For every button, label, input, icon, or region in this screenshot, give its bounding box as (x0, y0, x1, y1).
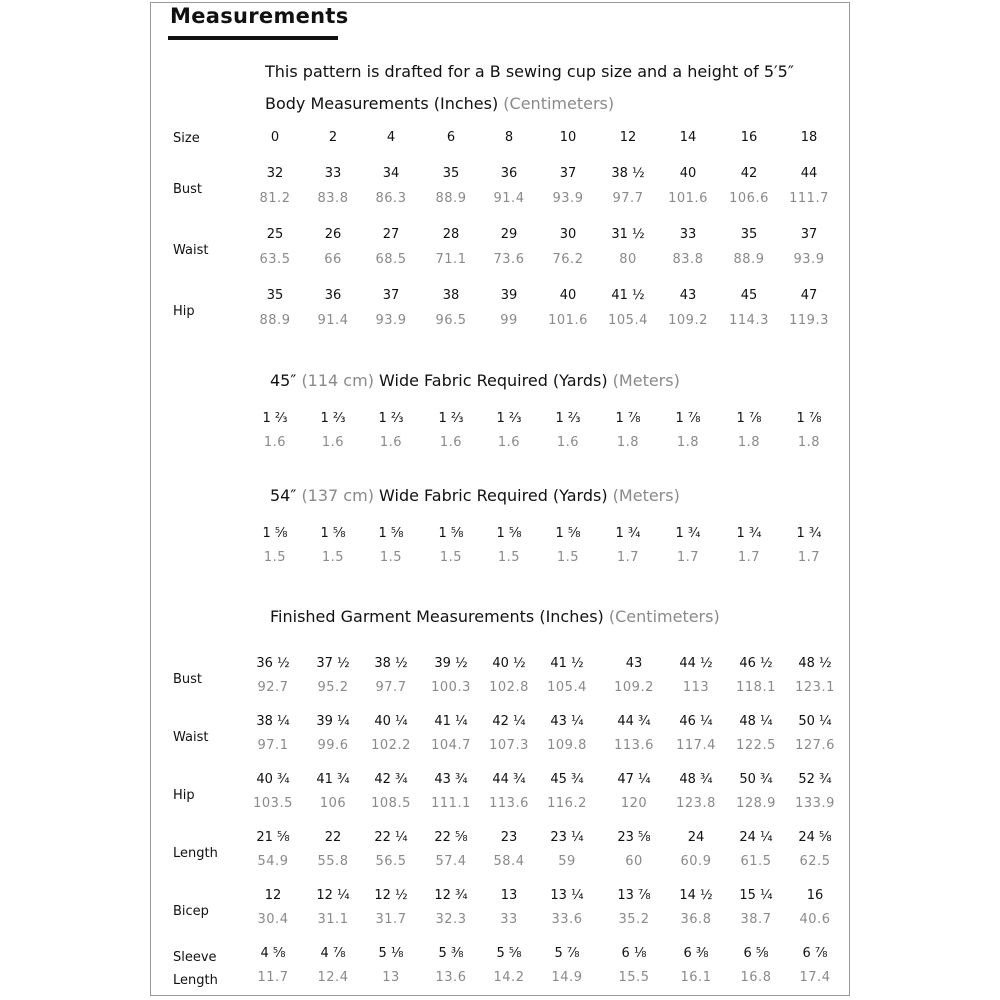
body-cm-cell: 119.3 (789, 313, 829, 328)
finished-inch-cell: 46 ½ (739, 656, 773, 671)
body-inch-cell: 36 (324, 288, 342, 303)
finished-cm-cell: 12.4 (317, 970, 349, 985)
fabric54-yards-cell: 1 ⅝ (496, 526, 522, 541)
fabric54-yards-cell: 1 ¾ (796, 526, 822, 541)
fabric45-yards-cell: 1 ⅔ (320, 411, 346, 426)
fabric54-yards-cell: 1 ⅝ (320, 526, 346, 541)
body-inch-cell: 26 (324, 227, 342, 242)
finished-inch-cell: 12 (264, 888, 282, 903)
body-inch-cell: 30 (559, 227, 577, 242)
fabric54-meters-cell: 1.5 (379, 550, 403, 565)
finished-inch-cell: 52 ¾ (798, 772, 832, 787)
finished-cm-cell: 106 (319, 796, 347, 811)
fabric45-meters-cell: 1.6 (321, 435, 345, 450)
body-heading-main: Body Measurements (Inches) (265, 94, 499, 113)
fabric45-meters-cell: 1.6 (556, 435, 580, 450)
finished-cm-cell: 104.7 (431, 738, 471, 753)
body-inch-cell: 37 (382, 288, 400, 303)
fabric45-meters-cell: 1.8 (616, 435, 640, 450)
finished-inch-cell: 41 ¼ (434, 714, 468, 729)
finished-inch-cell: 12 ¾ (434, 888, 468, 903)
finished-inch-cell: 41 ¾ (316, 772, 350, 787)
finished-cm-cell: 17.4 (799, 970, 831, 985)
finished-inch-cell: 5 ⅛ (378, 946, 404, 961)
finished-inch-cell: 42 ¾ (374, 772, 408, 787)
body-cm-cell: 63.5 (259, 252, 291, 267)
finished-row-label: Sleeve (173, 950, 217, 965)
body-inch-cell: 43 (679, 288, 697, 303)
finished-cm-cell: 15.5 (618, 970, 650, 985)
fabric54-meters-cell: 1.7 (676, 550, 700, 565)
finished-cm-cell: 127.6 (795, 738, 835, 753)
fabric54-meters-cell: 1.7 (797, 550, 821, 565)
fabric54-yards-cell: 1 ⅝ (378, 526, 404, 541)
finished-cm-cell: 122.5 (736, 738, 776, 753)
fabric45-meters-cell: 1.6 (497, 435, 521, 450)
body-cm-cell: 68.5 (375, 252, 407, 267)
finished-cm-cell: 103.5 (253, 796, 293, 811)
finished-cm-cell: 117.4 (676, 738, 716, 753)
fabric54-meters-cell: 1.5 (497, 550, 521, 565)
finished-cm-cell: 123.8 (676, 796, 716, 811)
finished-cm-cell: 54.9 (257, 854, 289, 869)
fabric54-meters-cell: 1.5 (321, 550, 345, 565)
finished-cm-cell: 57.4 (435, 854, 467, 869)
finished-inch-cell: 4 ⅞ (320, 946, 346, 961)
finished-inch-cell: 13 ¼ (550, 888, 584, 903)
finished-inch-cell: 23 (500, 830, 518, 845)
size-header-cell: 2 (328, 130, 338, 145)
fabric54-yards-cell: 1 ⅝ (438, 526, 464, 541)
finished-inch-cell: 44 ¾ (617, 714, 651, 729)
finished-inch-cell: 41 ½ (550, 656, 584, 671)
fabric54-yards-cell: 1 ⅝ (555, 526, 581, 541)
finished-inch-cell: 48 ¼ (739, 714, 773, 729)
finished-inch-cell: 6 ⅞ (802, 946, 828, 961)
body-cm-cell: 88.9 (259, 313, 291, 328)
body-measurements-heading (265, 94, 614, 113)
body-cm-cell: 83.8 (317, 191, 349, 206)
finished-cm-cell: 33 (500, 912, 518, 927)
body-inch-cell: 37 (559, 166, 577, 181)
fabric54-meters-cell: 1.5 (556, 550, 580, 565)
fabric54-meters-cell: 1.5 (439, 550, 463, 565)
finished-cm-cell: 55.8 (317, 854, 349, 869)
fabric45-heading (270, 371, 680, 390)
finished-cm-cell: 32.3 (435, 912, 467, 927)
fabric45-meters-cell: 1.8 (676, 435, 700, 450)
fabric45-meters-cell: 1.6 (439, 435, 463, 450)
intro-text: This pattern is drafted for a B sewing cup size and a height of 5′5″ (265, 62, 794, 81)
size-header-cell: 16 (740, 130, 758, 145)
body-cm-cell: 101.6 (668, 191, 708, 206)
body-cm-cell: 88.9 (733, 252, 765, 267)
fabric45-width-in: 45″ (270, 371, 297, 390)
body-cm-cell: 93.9 (375, 313, 407, 328)
finished-cm-cell: 95.2 (317, 680, 349, 695)
finished-inch-cell: 43 ¼ (550, 714, 584, 729)
body-cm-cell: 93.9 (552, 191, 584, 206)
fabric45-yards-cell: 1 ⅔ (378, 411, 404, 426)
finished-cm-cell: 123.1 (795, 680, 835, 695)
finished-cm-cell: 30.4 (257, 912, 289, 927)
title-underline (168, 36, 338, 40)
body-inch-cell: 38 ½ (611, 166, 645, 181)
finished-cm-cell: 40.6 (799, 912, 831, 927)
fabric45-heading-main: Wide Fabric Required (Yards) (379, 371, 608, 390)
fabric45-yards-cell: 1 ⅞ (675, 411, 701, 426)
finished-inch-cell: 40 ¼ (374, 714, 408, 729)
fabric45-meters-cell: 1.6 (263, 435, 287, 450)
finished-inch-cell: 22 (324, 830, 342, 845)
fabric45-heading-alt: (Meters) (612, 371, 680, 390)
finished-inch-cell: 16 (806, 888, 824, 903)
body-inch-cell: 42 (740, 166, 758, 181)
finished-row-label: Length (173, 846, 218, 861)
body-inch-cell: 29 (500, 227, 518, 242)
finished-inch-cell: 42 ¼ (492, 714, 526, 729)
finished-inch-cell: 46 ¼ (679, 714, 713, 729)
finished-heading-main: Finished Garment Measurements (Inches) (270, 607, 604, 626)
finished-cm-cell: 61.5 (740, 854, 772, 869)
finished-row-label: Waist (173, 730, 209, 745)
finished-heading (270, 607, 720, 626)
body-inch-cell: 44 (800, 166, 818, 181)
finished-cm-cell: 14.2 (493, 970, 525, 985)
finished-inch-cell: 24 (687, 830, 705, 845)
finished-cm-cell: 116.2 (547, 796, 587, 811)
finished-inch-cell: 40 ½ (492, 656, 526, 671)
finished-inch-cell: 36 ½ (256, 656, 290, 671)
finished-inch-cell: 44 ¾ (492, 772, 526, 787)
finished-cm-cell: 60.9 (680, 854, 712, 869)
finished-cm-cell: 59 (558, 854, 576, 869)
finished-inch-cell: 5 ⅝ (496, 946, 522, 961)
finished-cm-cell: 120 (620, 796, 648, 811)
body-cm-cell: 71.1 (435, 252, 467, 267)
finished-cm-cell: 58.4 (493, 854, 525, 869)
fabric54-yards-cell: 1 ¾ (736, 526, 762, 541)
finished-inch-cell: 47 ¼ (617, 772, 651, 787)
finished-inch-cell: 48 ¾ (679, 772, 713, 787)
finished-inch-cell: 15 ¼ (739, 888, 773, 903)
body-inch-cell: 39 (500, 288, 518, 303)
finished-cm-cell: 109.8 (547, 738, 587, 753)
body-inch-cell: 28 (442, 227, 460, 242)
finished-inch-cell: 48 ½ (798, 656, 832, 671)
finished-cm-cell: 128.9 (736, 796, 776, 811)
size-header-cell: 14 (679, 130, 697, 145)
finished-inch-cell: 22 ⅝ (434, 830, 468, 845)
fabric54-width-in: 54″ (270, 486, 297, 505)
body-inch-cell: 40 (559, 288, 577, 303)
body-inch-cell: 47 (800, 288, 818, 303)
body-cm-cell: 111.7 (789, 191, 829, 206)
fabric54-meters-cell: 1.5 (263, 550, 287, 565)
page-title: Measurements (170, 4, 349, 28)
body-inch-cell: 36 (500, 166, 518, 181)
finished-inch-cell: 44 ½ (679, 656, 713, 671)
body-inch-cell: 35 (266, 288, 284, 303)
finished-cm-cell: 31.7 (375, 912, 407, 927)
body-cm-cell: 101.6 (548, 313, 588, 328)
body-inch-cell: 25 (266, 227, 284, 242)
finished-cm-cell: 107.3 (489, 738, 529, 753)
finished-cm-cell: 108.5 (371, 796, 411, 811)
body-cm-cell: 76.2 (552, 252, 584, 267)
finished-inch-cell: 50 ¼ (798, 714, 832, 729)
finished-cm-cell: 102.2 (371, 738, 411, 753)
finished-inch-cell: 22 ¼ (374, 830, 408, 845)
finished-cm-cell: 92.7 (257, 680, 289, 695)
finished-cm-cell: 31.1 (317, 912, 349, 927)
body-cm-cell: 114.3 (729, 313, 769, 328)
body-inch-cell: 34 (382, 166, 400, 181)
finished-row-label: Hip (173, 788, 195, 803)
body-inch-cell: 40 (679, 166, 697, 181)
body-cm-cell: 96.5 (435, 313, 467, 328)
finished-cm-cell: 14.9 (551, 970, 583, 985)
fabric45-meters-cell: 1.8 (797, 435, 821, 450)
finished-inch-cell: 12 ½ (374, 888, 408, 903)
body-cm-cell: 105.4 (608, 313, 648, 328)
fabric45-meters-cell: 1.6 (379, 435, 403, 450)
body-row-label: Hip (173, 304, 195, 319)
finished-inch-cell: 38 ½ (374, 656, 408, 671)
finished-row-label: Bust (173, 672, 203, 687)
body-inch-cell: 41 ½ (611, 288, 645, 303)
body-heading-alt: (Centimeters) (503, 94, 615, 113)
finished-cm-cell: 113 (682, 680, 710, 695)
body-row-label: Bust (173, 182, 203, 197)
finished-cm-cell: 97.7 (375, 680, 407, 695)
finished-cm-cell: 113.6 (614, 738, 654, 753)
body-inch-cell: 35 (442, 166, 460, 181)
finished-inch-cell: 23 ⅝ (617, 830, 651, 845)
body-cm-cell: 66 (324, 252, 342, 267)
fabric45-yards-cell: 1 ⅔ (555, 411, 581, 426)
finished-cm-cell: 56.5 (375, 854, 407, 869)
finished-cm-cell: 35.2 (618, 912, 650, 927)
fabric54-heading-main: Wide Fabric Required (Yards) (379, 486, 608, 505)
finished-cm-cell: 16.8 (740, 970, 772, 985)
size-header-cell: 18 (800, 130, 818, 145)
fabric45-width-cm: (114 cm) (301, 371, 374, 390)
finished-inch-cell: 6 ⅝ (743, 946, 769, 961)
body-inch-cell: 31 ½ (611, 227, 645, 242)
finished-row-label: Length (173, 973, 218, 988)
body-cm-cell: 99 (500, 313, 518, 328)
finished-cm-cell: 97.1 (257, 738, 289, 753)
finished-inch-cell: 38 ¼ (256, 714, 290, 729)
size-label: Size (173, 131, 200, 146)
fabric54-yards-cell: 1 ⅝ (262, 526, 288, 541)
fabric45-yards-cell: 1 ⅔ (438, 411, 464, 426)
finished-inch-cell: 45 ¾ (550, 772, 584, 787)
size-header-cell: 12 (619, 130, 637, 145)
body-row-label: Waist (173, 243, 209, 258)
finished-inch-cell: 43 ¾ (434, 772, 468, 787)
body-inch-cell: 32 (266, 166, 284, 181)
finished-cm-cell: 111.1 (431, 796, 471, 811)
body-inch-cell: 27 (382, 227, 400, 242)
body-cm-cell: 91.4 (493, 191, 525, 206)
finished-cm-cell: 33.6 (551, 912, 583, 927)
body-inch-cell: 37 (800, 227, 818, 242)
body-cm-cell: 73.6 (493, 252, 525, 267)
size-header-cell: 10 (559, 130, 577, 145)
finished-inch-cell: 5 ⅜ (438, 946, 464, 961)
body-cm-cell: 80 (619, 252, 637, 267)
finished-inch-cell: 6 ⅛ (621, 946, 647, 961)
body-cm-cell: 86.3 (375, 191, 407, 206)
finished-cm-cell: 11.7 (257, 970, 289, 985)
finished-inch-cell: 24 ¼ (739, 830, 773, 845)
body-inch-cell: 33 (324, 166, 342, 181)
finished-cm-cell: 38.7 (740, 912, 772, 927)
body-inch-cell: 38 (442, 288, 460, 303)
body-inch-cell: 35 (740, 227, 758, 242)
finished-cm-cell: 13.6 (435, 970, 467, 985)
finished-inch-cell: 5 ⅞ (554, 946, 580, 961)
body-cm-cell: 106.6 (729, 191, 769, 206)
finished-row-label: Bicep (173, 904, 209, 919)
fabric45-yards-cell: 1 ⅞ (615, 411, 641, 426)
body-inch-cell: 33 (679, 227, 697, 242)
finished-cm-cell: 13 (382, 970, 400, 985)
finished-inch-cell: 13 ⅞ (617, 888, 651, 903)
body-cm-cell: 109.2 (668, 313, 708, 328)
body-cm-cell: 97.7 (612, 191, 644, 206)
finished-inch-cell: 40 ¾ (256, 772, 290, 787)
finished-inch-cell: 39 ½ (434, 656, 468, 671)
finished-cm-cell: 60 (625, 854, 643, 869)
size-header-cell: 8 (504, 130, 514, 145)
body-cm-cell: 88.9 (435, 191, 467, 206)
fabric54-width-cm: (137 cm) (301, 486, 374, 505)
finished-cm-cell: 99.6 (317, 738, 349, 753)
fabric45-yards-cell: 1 ⅞ (736, 411, 762, 426)
finished-cm-cell: 16.1 (680, 970, 712, 985)
size-header-cell: 6 (446, 130, 456, 145)
finished-inch-cell: 24 ⅝ (798, 830, 832, 845)
finished-cm-cell: 118.1 (736, 680, 776, 695)
body-cm-cell: 83.8 (672, 252, 704, 267)
fabric54-heading (270, 486, 680, 505)
finished-inch-cell: 14 ½ (679, 888, 713, 903)
body-inch-cell: 45 (740, 288, 758, 303)
finished-inch-cell: 12 ¼ (316, 888, 350, 903)
finished-cm-cell: 109.2 (614, 680, 654, 695)
fabric45-meters-cell: 1.8 (737, 435, 761, 450)
finished-inch-cell: 23 ¼ (550, 830, 584, 845)
finished-cm-cell: 100.3 (431, 680, 471, 695)
body-cm-cell: 91.4 (317, 313, 349, 328)
finished-cm-cell: 113.6 (489, 796, 529, 811)
finished-cm-cell: 36.8 (680, 912, 712, 927)
finished-cm-cell: 62.5 (799, 854, 831, 869)
finished-inch-cell: 6 ⅜ (683, 946, 709, 961)
fabric54-yards-cell: 1 ¾ (675, 526, 701, 541)
body-cm-cell: 81.2 (259, 191, 291, 206)
finished-cm-cell: 133.9 (795, 796, 835, 811)
finished-inch-cell: 50 ¾ (739, 772, 773, 787)
body-cm-cell: 93.9 (793, 252, 825, 267)
finished-cm-cell: 102.8 (489, 680, 529, 695)
size-header-cell: 4 (386, 130, 396, 145)
fabric45-yards-cell: 1 ⅔ (262, 411, 288, 426)
finished-inch-cell: 13 (500, 888, 518, 903)
fabric54-meters-cell: 1.7 (616, 550, 640, 565)
finished-inch-cell: 39 ¼ (316, 714, 350, 729)
fabric45-yards-cell: 1 ⅔ (496, 411, 522, 426)
finished-inch-cell: 43 (625, 656, 643, 671)
finished-cm-cell: 105.4 (547, 680, 587, 695)
size-header-cell: 0 (270, 130, 280, 145)
fabric54-meters-cell: 1.7 (737, 550, 761, 565)
finished-inch-cell: 4 ⅝ (260, 946, 286, 961)
finished-inch-cell: 21 ⅝ (256, 830, 290, 845)
fabric54-heading-alt: (Meters) (612, 486, 680, 505)
fabric45-yards-cell: 1 ⅞ (796, 411, 822, 426)
finished-inch-cell: 37 ½ (316, 656, 350, 671)
fabric54-yards-cell: 1 ¾ (615, 526, 641, 541)
finished-heading-alt: (Centimeters) (608, 607, 720, 626)
